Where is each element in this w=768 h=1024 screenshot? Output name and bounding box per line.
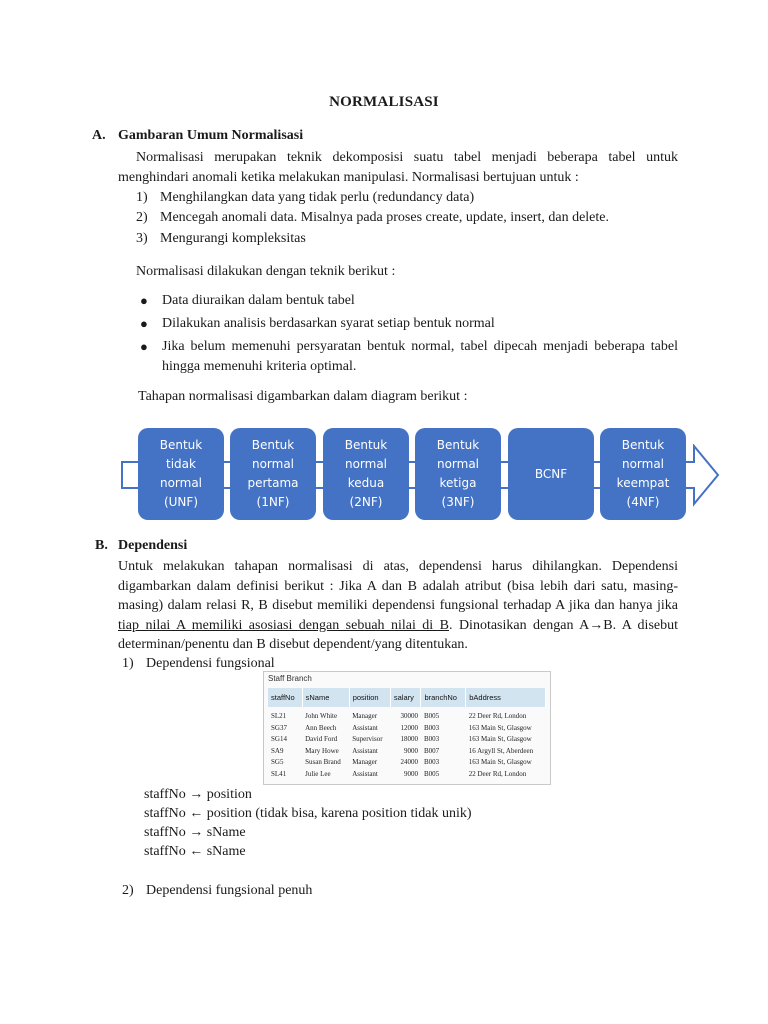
table-cell: B007	[423, 746, 440, 755]
technique-intro: Normalisasi dilakukan dengan teknik berikut :	[136, 264, 396, 279]
dependency-notation-1: staffNo → position	[144, 787, 252, 802]
table-cell: 163 Main St, Glasgow	[468, 758, 532, 766]
table-cell: B003	[423, 758, 440, 766]
table-cell: 163 Main St, Glasgow	[468, 723, 532, 732]
table-cell: Ann Beech	[305, 723, 337, 732]
stage-4nf	[600, 428, 686, 520]
bullet-item-3	[140, 337, 678, 377]
bullet-text: Dilakukan analisis berdasarkan syarat setiap bentuk normal	[162, 316, 495, 331]
table-cell: 30000	[400, 712, 418, 720]
table-cell: 12000	[400, 723, 418, 732]
table-cell: SL21	[271, 712, 287, 720]
column-header: salary	[390, 688, 421, 707]
column-header: staffNo	[268, 688, 302, 707]
item-number: 2)	[122, 883, 134, 898]
bullet-item-1	[140, 291, 678, 311]
stage-label: BCNF	[534, 466, 568, 481]
section-a-heading: Gambaran Umum Normalisasi	[118, 128, 304, 143]
column-header: position	[349, 688, 390, 707]
paragraph-text-end: . Dinotasikan dengan A→B. A disebut determinan/penentu dan B disebut dependent/yang ditentukan.	[118, 617, 679, 652]
table-cell: David Ford	[305, 735, 338, 743]
paragraph-text: Untuk melakukan tahapan normalisasi di atas, dependensi harus dihilangkan. Dependensi digambarkan dalam definisi berikut : Jika A dan B adalah atribut (bisa lebih dari satu, masing-masing) dalam relasi R, B disebut memiliki dependensi fungsional terhadap A jika dan hanya jika	[118, 559, 678, 613]
stage-2nf	[323, 428, 409, 520]
column-header: bAddress	[466, 688, 546, 707]
table-cell: Julie Lee	[305, 769, 331, 778]
table-cell: Manager	[352, 758, 378, 766]
table-row	[268, 723, 546, 735]
table-cell: 22 Deer Rd, London	[468, 769, 527, 778]
column-header: branchNo	[421, 688, 466, 707]
table-cell: Manager	[352, 712, 378, 720]
table-cell: SL41	[271, 769, 287, 778]
dependency-item-2	[122, 881, 312, 901]
bullet-text: Jika belum memenuhi persyaratan bentuk normal, tabel dipecah menjadi beberapa tabel hingga memenuhi kriteria optimal.	[162, 339, 678, 374]
stage-label: Bentuk normal kedua (2NF)	[344, 438, 388, 509]
item-text: Dependensi fungsional	[146, 656, 275, 671]
table-cell: Assistant	[352, 746, 378, 755]
table-cell: SG5	[271, 758, 284, 766]
table-cell: SA9	[271, 746, 284, 755]
table-caption: Staff Branch	[268, 674, 312, 683]
bullet-item-2	[140, 314, 678, 334]
goal-item-2	[136, 208, 609, 228]
table-cell: Assistant	[352, 769, 378, 778]
stage-unf	[138, 428, 224, 520]
table-cell: Mary Howe	[305, 746, 339, 755]
table-header-row	[268, 688, 546, 707]
bullet-dot-icon: ●	[140, 339, 148, 354]
bullet-text: Data diuraikan dalam bentuk tabel	[162, 293, 355, 308]
stage-label: Bentuk normal pertama (1NF)	[247, 438, 299, 509]
goal-number: 3)	[136, 231, 148, 246]
staff-branch-table	[268, 688, 546, 780]
section-b-label: B.	[95, 538, 108, 553]
stage-label: Bentuk tidak normal (UNF)	[159, 438, 203, 509]
table-cell: Assistant	[352, 723, 378, 732]
table-cell: Supervisor	[352, 735, 383, 743]
table-cell: 24000	[400, 758, 418, 766]
table-cell: B005	[423, 712, 440, 720]
page-title: NORMALISASI	[329, 94, 439, 110]
diagram-intro: Tahapan normalisasi digambarkan dalam diagram berikut :	[138, 389, 468, 404]
dependency-notation-3: staffNo → sName	[144, 825, 246, 840]
goal-number: 1)	[136, 190, 148, 205]
table-cell: John White	[305, 712, 338, 720]
item-text: Dependensi fungsional penuh	[146, 883, 313, 898]
table-row	[268, 746, 546, 758]
bullet-dot-icon: ●	[140, 293, 148, 308]
section-b-paragraph	[118, 557, 678, 655]
table-cell: 16 Argyll St, Aberdeen	[468, 746, 534, 755]
paragraph-underlined-text: tiap nilai A memiliki asosiasi dengan sebuah nilai di B	[118, 617, 449, 633]
table-cell: 22 Deer Rd, London	[468, 712, 527, 720]
table-row	[268, 769, 546, 781]
table-cell: SG37	[271, 723, 287, 732]
table-cell: B003	[423, 723, 440, 732]
goal-text: Menghilangkan data yang tidak perlu (redundancy data)	[160, 190, 475, 205]
stage-label: Bentuk normal keempat (4NF)	[616, 438, 670, 509]
section-b-heading: Dependensi	[118, 538, 188, 553]
table-cell: B005	[423, 769, 440, 778]
dependency-notation-2: staffNo ← position (tidak bisa, karena position tidak unik)	[144, 806, 472, 821]
staff-branch-table-figure	[263, 671, 551, 785]
table-cell: 163 Main St, Glasgow	[468, 735, 532, 743]
bullet-dot-icon: ●	[140, 316, 148, 331]
table-row	[268, 707, 546, 723]
stage-1nf	[230, 428, 316, 520]
goal-item-3	[136, 229, 306, 249]
column-header: sName	[302, 688, 349, 707]
table-cell: 9000	[403, 746, 418, 755]
stage-3nf	[415, 428, 501, 520]
stage-bcnf	[508, 428, 594, 520]
table-cell: 18000	[400, 735, 418, 743]
section-a-label: A.	[92, 128, 106, 143]
dependency-item-1	[122, 654, 275, 674]
table-cell: Susan Brand	[305, 758, 341, 766]
table-cell: 9000	[403, 769, 418, 778]
dependency-notation-4: staffNo ← sName	[144, 844, 246, 859]
goal-text: Mengurangi kompleksitas	[160, 231, 306, 246]
section-a-intro: Normalisasi merupakan teknik dekomposisi suatu tabel menjadi beberapa tabel untuk menghindari anomali ketika melakukan manipulasi. Normalisasi bertujuan untuk :	[118, 150, 678, 185]
goal-text: Mencegah anomali data. Misalnya pada proses create, update, insert, dan delete.	[160, 210, 609, 225]
table-row	[268, 757, 546, 769]
table-cell: B003	[423, 735, 440, 743]
item-number: 1)	[122, 656, 134, 671]
table-cell: SG14	[271, 735, 287, 743]
goal-number: 2)	[136, 210, 148, 225]
table-row	[268, 734, 546, 746]
goal-item-1	[136, 188, 474, 208]
stage-label: Bentuk normal ketiga (3NF)	[436, 438, 480, 509]
